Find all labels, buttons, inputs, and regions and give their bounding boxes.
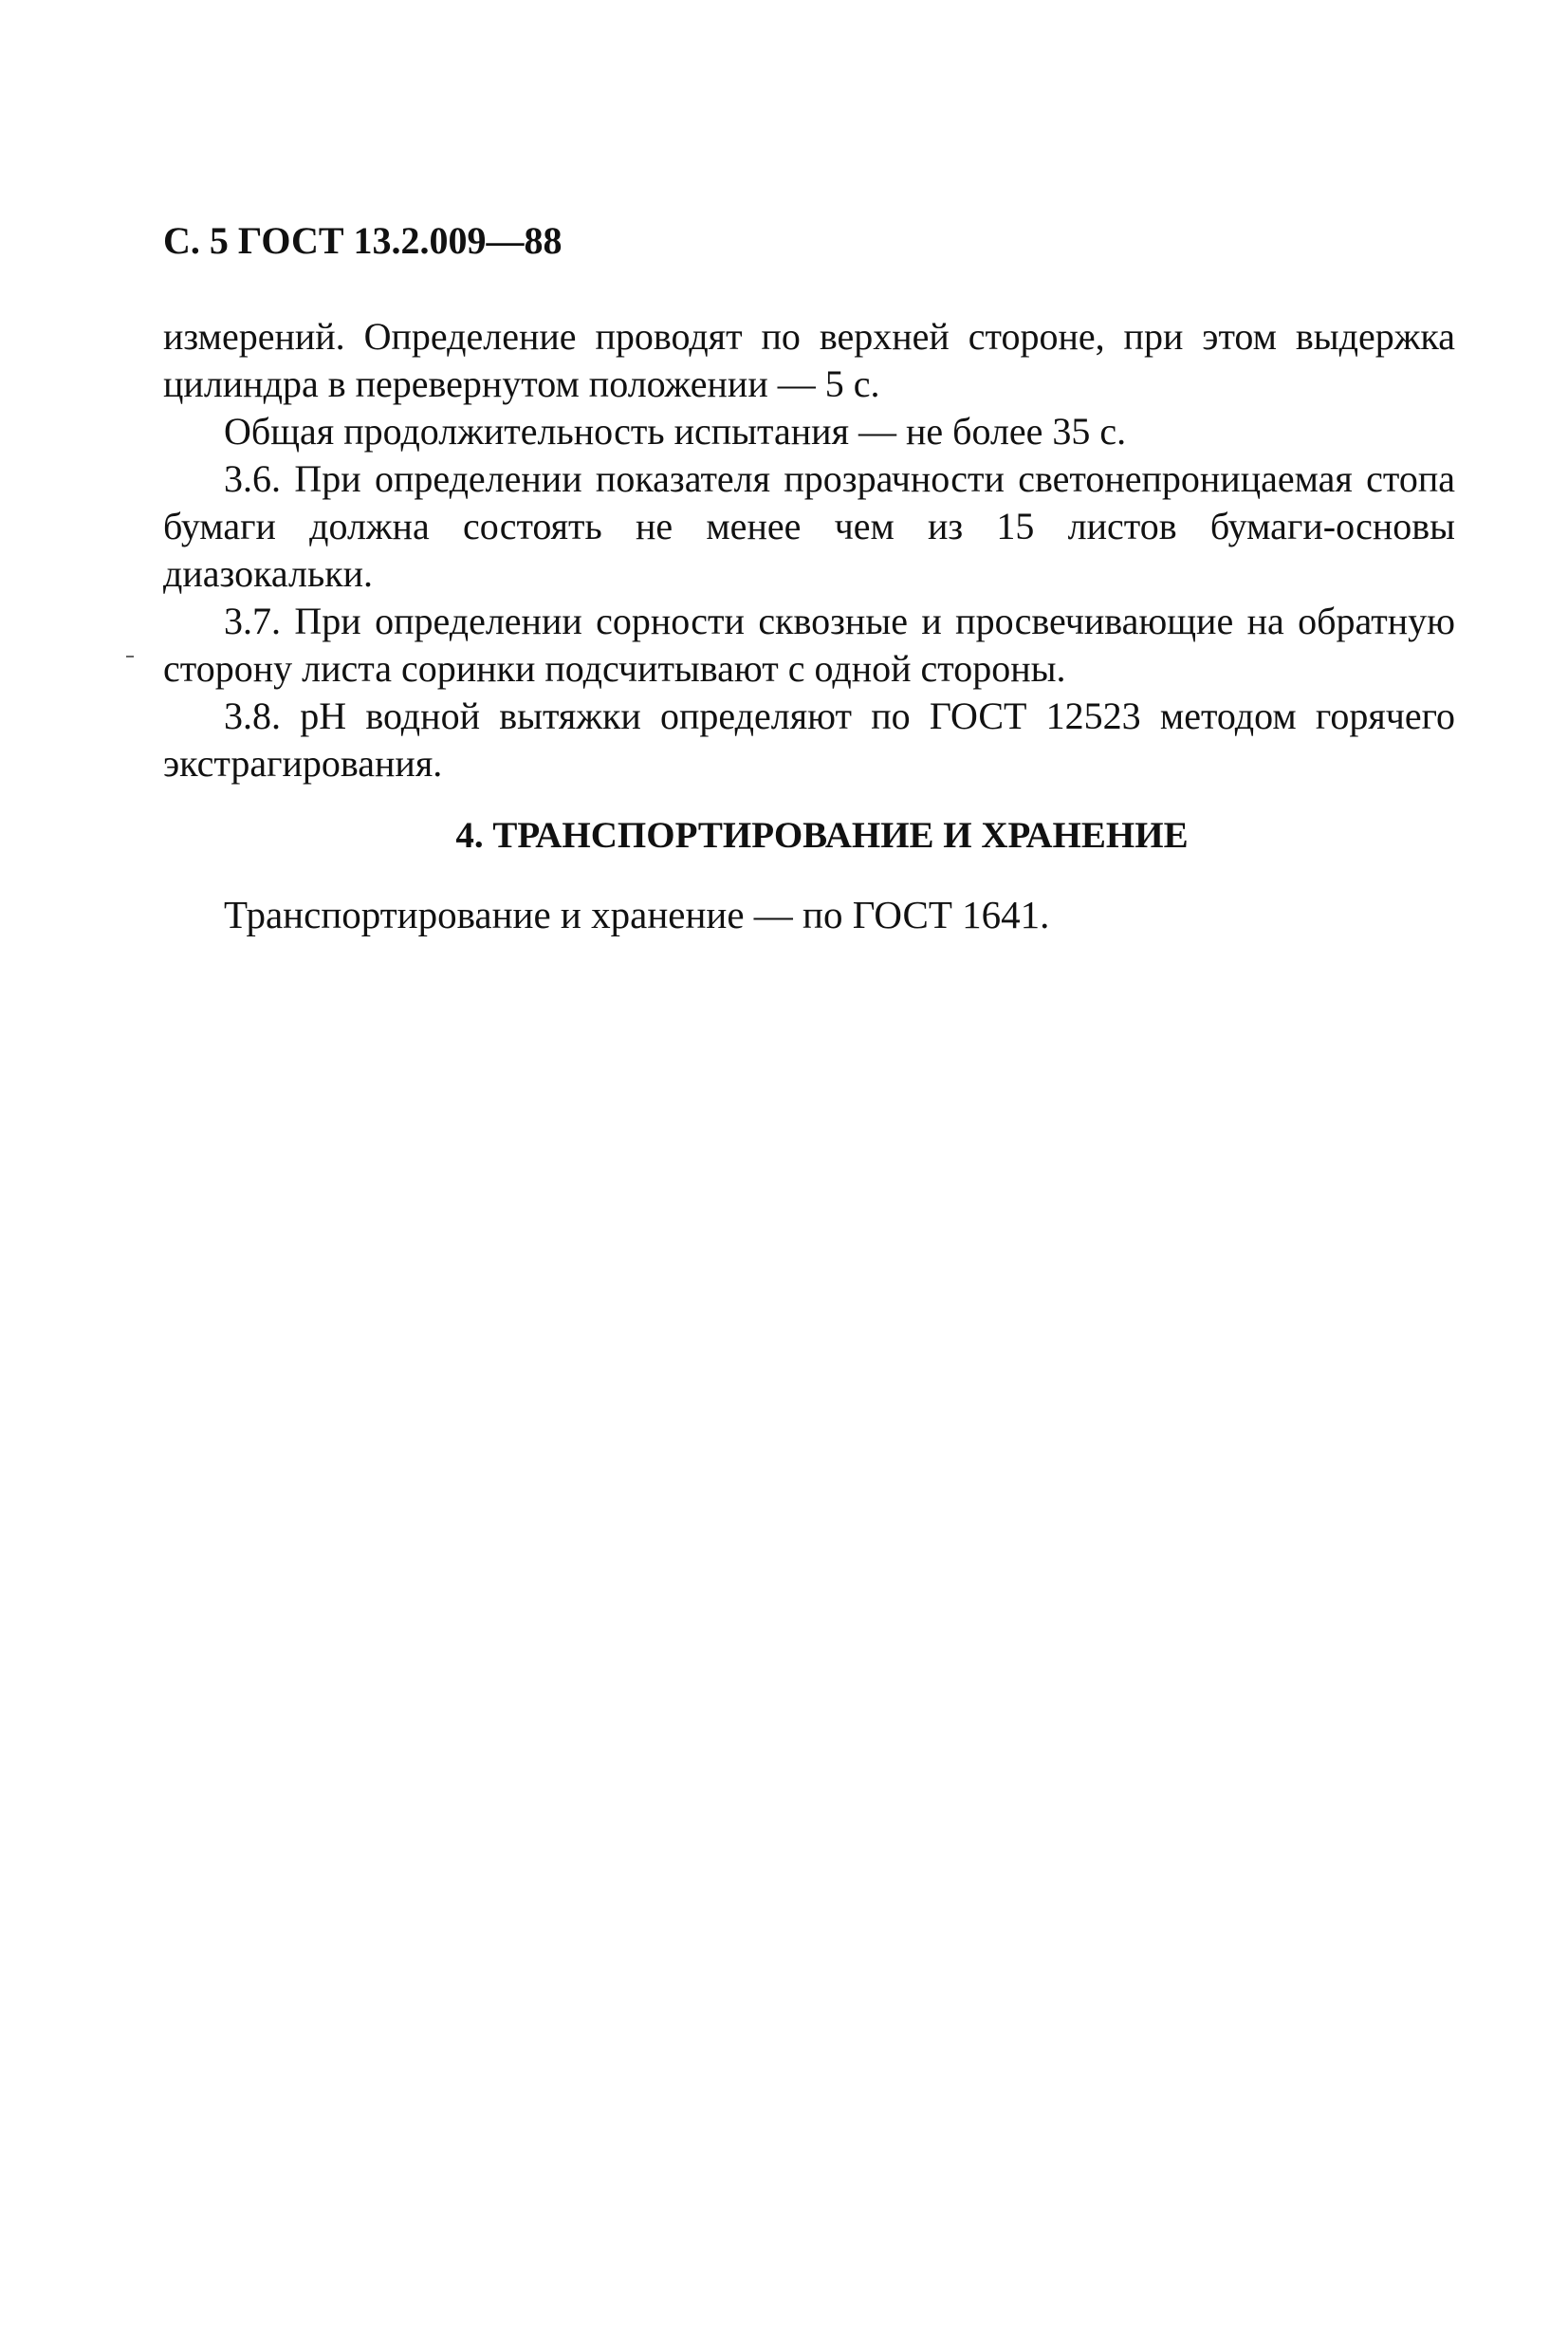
- scan-artifact-mark: [126, 656, 134, 657]
- section-4-text: Транспортирование и хранение — по ГОСТ 1641.: [224, 893, 1050, 936]
- paragraph-3-8: 3.8. pH водной вытяжки определяют по ГОСТ 12523 методом горячего экстрагирования.: [163, 694, 1455, 785]
- section-4-title-text: 4. ТРАНСПОРТИРОВАНИЕ И ХРАНЕНИЕ: [455, 815, 1189, 856]
- paragraph-measurements: измерений. Определение проводят по верхней стороне, при этом выдержка цилиндра в перевернутом положении — 5 с.: [163, 315, 1455, 405]
- paragraph-3-7: 3.7. При определении сорности сквозные и просвечивающие на обратную сторону листа соринки подсчитывают с одной стороны.: [163, 600, 1455, 690]
- paragraph-total-duration: Общая продолжительность испытания — не более 35 с.: [224, 410, 1127, 453]
- section-4-title: [0, 814, 1568, 857]
- page-header: С. 5 ГОСТ 13.2.009—88: [163, 219, 563, 262]
- section3-body: [163, 313, 1455, 787]
- paragraph-3-6: 3.6. При определении показателя прозрачности светонепроницаемая стопа бумаги должна состоять не менее чем из 15 листов бумаги-основы диазокальки.: [163, 457, 1455, 595]
